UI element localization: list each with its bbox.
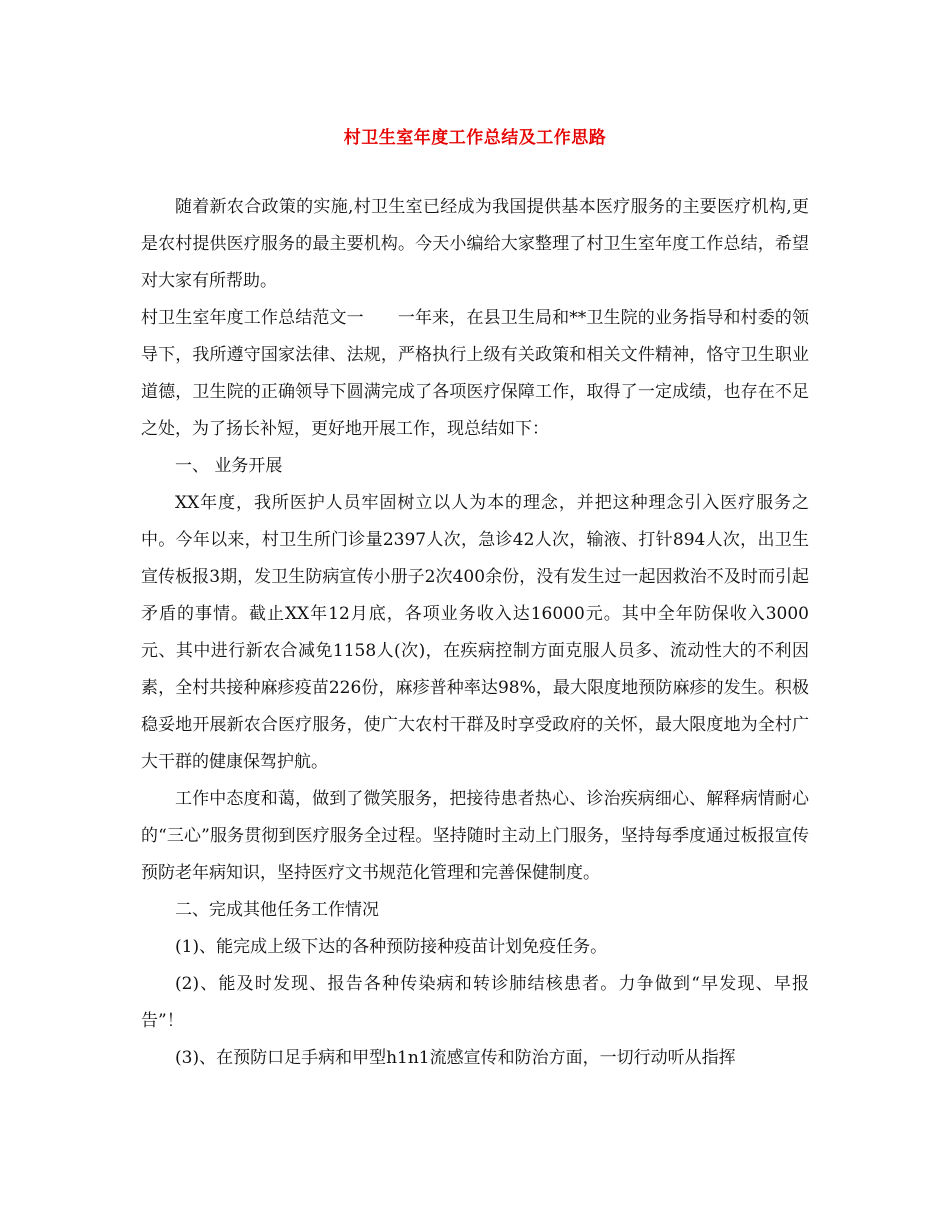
sample-label: 村卫生室年度工作总结范文一 (141, 308, 364, 328)
section1-paragraph-2: 工作中态度和蔼，做到了微笑服务，把接待患者热心、诊治疾病细心、解释病情耐心的“三心”服务贯彻到医疗服务全过程。坚持随时主动上门服务，坚持每季度通过板报宣传预防老年病知识，坚持医疗文书规范化管理和完善保健制度。 (141, 789, 809, 883)
document-body (141, 189, 809, 1077)
sample-text: 一年来，在县卫生局和**卫生院的业务指导和村委的领导下，我所遵守国家法律、法规，严格执行上级有关政策和相关文件精神，恪守卫生职业道德，卫生院的正确领导下圆满完成了各项医疗保障工作，取得了一定成绩，也存在不足之处，为了扬长补短，更好地开展工作，现总结如下： (141, 308, 810, 439)
section1-paragraph-1: XX年度，我所医护人员牢固树立以人为本的理念，并把这种理念引入医疗服务之中。今年以来，村卫生所门诊量2397人次，急诊42人次，输液、打针894人次，出卫生宣传板报3期，发卫生防病宣传小册子2次400余份，没有发生过一起因救治不及时而引起矛盾的事情。截止XX年12月底，各项业务收入达16000元。其中全年防保收入3000元、其中进行新农合减免1158人(次)，在疾病控制方面克服人员多、流动性大的不利因素，全村共接种麻疹疫苗226份，麻疹普种率达98%，最大限度地预防麻疹的发生。积极稳妥地开展新农合医疗服务，使广大农村干群及时享受政府的关怀，最大限度地为全村广大干群的健康保驾护航。 (141, 493, 809, 772)
list-item-2: (2)、能及时发现、报告各种传染病和转诊肺结核患者。力争做到“早发现、早报告”！ (141, 974, 809, 1031)
section1-heading: 一、 业务开展 (175, 456, 283, 476)
list-item-3: (3)、在预防口足手病和甲型h1n1流感宣传和防治方面，一切行动听从指挥 (175, 1048, 736, 1068)
sample-paragraph (141, 300, 809, 448)
list-item-1: (1)、能完成上级下达的各种预防接种疫苗计划免疫任务。 (175, 937, 608, 957)
document-title: 村卫生室年度工作总结及工作思路 (343, 128, 607, 148)
section2-heading: 二、完成其他任务工作情况 (175, 900, 379, 920)
intro-paragraph: 随着新农合政策的实施,村卫生室已经成为我国提供基本医疗服务的主要医疗机构,更是农村提供医疗服务的最主要机构。今天小编给大家整理了村卫生室年度工作总结，希望对大家有所帮助。 (141, 197, 809, 291)
